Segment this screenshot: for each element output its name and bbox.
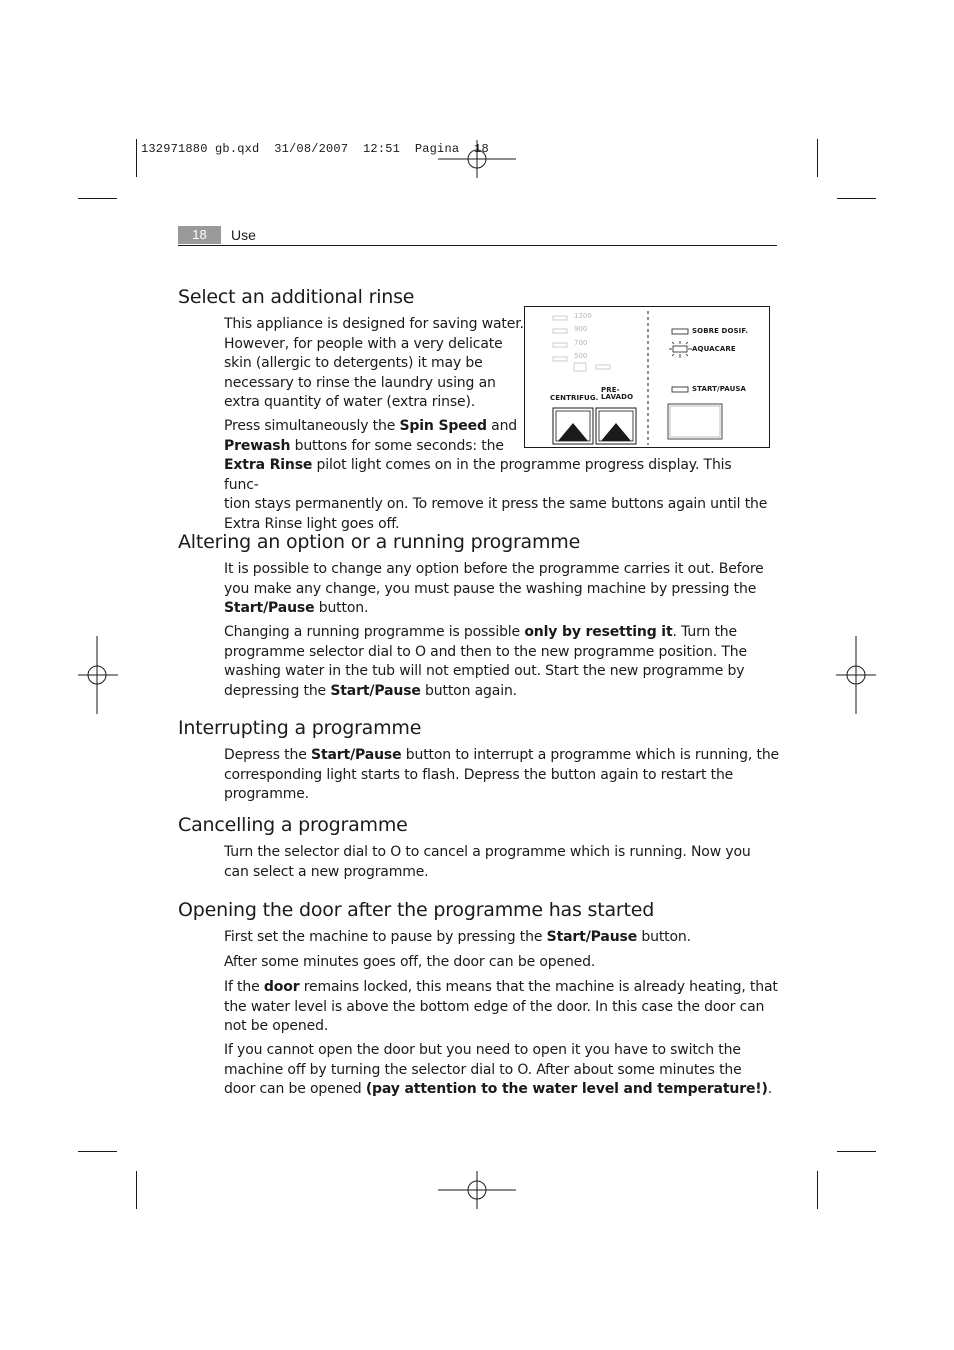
section-label: Use bbox=[231, 227, 256, 243]
start-pause-label: START/PAUSA bbox=[692, 385, 747, 393]
crop-mark bbox=[817, 139, 818, 177]
paragraph: Depress the Start/Pause button to interrupt a programme which is running, the corresponding light starts to flash. Depress the button again to restart the programme. bbox=[224, 747, 780, 802]
prepress-slug: 132971880 gb.qxd 31/08/2007 12:51 Pagina 18 bbox=[141, 142, 489, 156]
paragraph: First set the machine to pause by pressing the Start/Pause button. bbox=[224, 929, 691, 945]
crop-mark bbox=[78, 198, 117, 199]
emphasis: only by resetting it bbox=[524, 624, 673, 640]
paragraph: If the door remains locked, this means that the machine is already heating, that the water level is above the bottom edge of the door. In this case the door can not be opened. bbox=[224, 979, 778, 1034]
aquacare-label: AQUACARE bbox=[692, 345, 736, 353]
emphasis: Prewash bbox=[224, 437, 291, 454]
emphasis: Start/Pause bbox=[224, 600, 315, 616]
crop-mark bbox=[817, 1171, 818, 1209]
section-title: Opening the door after the programme has started bbox=[178, 899, 655, 921]
emphasis: Start/Pause bbox=[311, 747, 402, 763]
page-number: 18 bbox=[178, 226, 221, 244]
crop-mark bbox=[78, 1151, 117, 1152]
paragraph: Turn the selector dial to O to cancel a programme which is running. Now you can select a new programme. bbox=[224, 844, 751, 880]
emphasis: door bbox=[263, 979, 300, 995]
header-rule bbox=[178, 245, 777, 246]
paragraph: If you cannot open the door but you need to open it you have to switch the machine off by turning the selector dial to O. After about some minutes the door can be opened (pay attention to the water level and temperature!). bbox=[224, 1042, 773, 1097]
control-panel-illustration bbox=[524, 306, 770, 448]
registration-mark-bottom bbox=[438, 1171, 516, 1209]
crop-mark bbox=[837, 198, 876, 199]
crop-mark bbox=[837, 1151, 876, 1152]
paragraph: This appliance is designed for saving water. However, for people with a very delicate skin (allergic to detergents) it may be necessary to rinse the laundry using an extra quantity of water (extra rinse). bbox=[224, 316, 524, 410]
section-title: Altering an option or a running programme bbox=[178, 531, 581, 553]
speed-label: 500 bbox=[574, 352, 588, 360]
prewash-button-label: PRE- bbox=[601, 386, 620, 394]
section-title: Interrupting a programme bbox=[178, 717, 422, 739]
emphasis: (pay attention to the water level and temperature!) bbox=[365, 1081, 768, 1097]
emphasis: Spin Speed bbox=[399, 418, 487, 434]
crop-mark bbox=[136, 1171, 137, 1209]
emphasis: Start/Pause bbox=[330, 682, 421, 699]
paragraph: After some minutes goes off, the door can be opened. bbox=[224, 954, 596, 970]
prewash-button-label: LAVADO bbox=[601, 393, 634, 401]
section-title: Select an additional rinse bbox=[178, 286, 415, 308]
registration-mark-left bbox=[78, 636, 118, 714]
paragraph: Press simultaneously the Spin Speed and Prewash buttons for some seconds: the Extra Rinse pilot light comes on in the programme progress display. This func- tion stays permanently on. To remove it press the same buttons again until the Extra Rinse light goes off. bbox=[224, 418, 768, 532]
speed-label: 700 bbox=[574, 339, 588, 347]
speed-label: 900 bbox=[574, 325, 588, 333]
speed-label: 1200 bbox=[574, 312, 592, 320]
emphasis: Start/Pause bbox=[546, 929, 638, 945]
spin-speed-button-label: CENTRIFUG. bbox=[550, 394, 599, 402]
emphasis: Extra Rinse bbox=[224, 457, 313, 473]
sobre-dosif-label: SOBRE DOSIF. bbox=[692, 327, 748, 335]
registration-mark-right bbox=[836, 636, 876, 714]
section-title: Cancelling a programme bbox=[178, 814, 408, 836]
paragraph: It is possible to change any option before the programme carries it out. Before you make any change, you must pause the washing machine by pressing the Start/Pause button. bbox=[224, 561, 764, 616]
paragraph: Changing a running programme is possible only by resetting it. Turn the programme selector dial to O and then to the new programme position. The washing water in the tub will not emptied out. Start the new programme by depressing the Start/Pause button again. bbox=[224, 624, 747, 699]
crop-mark bbox=[136, 139, 137, 177]
